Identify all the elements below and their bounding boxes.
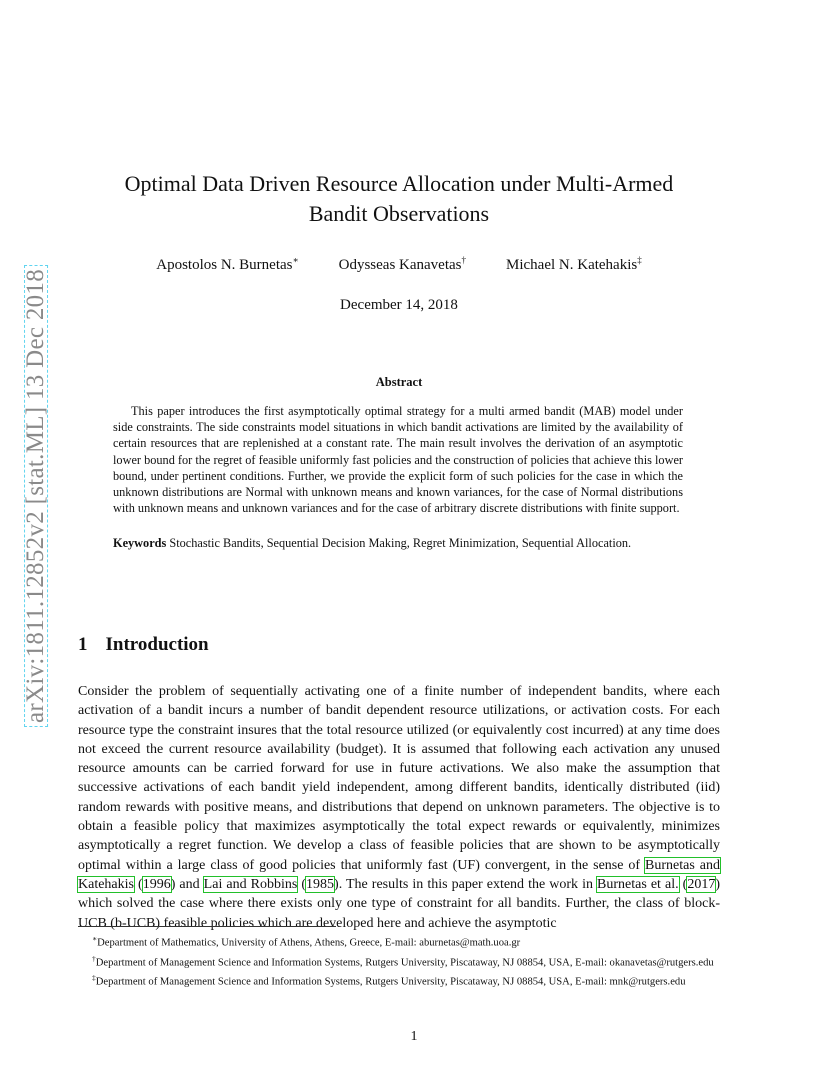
- keywords: [113, 535, 693, 551]
- citation-link-1996[interactable]: 1996: [142, 876, 171, 892]
- author-list: [80, 255, 718, 274]
- paper-title: [80, 169, 718, 229]
- author-1-name: Apostolos N. Burnetas: [156, 257, 293, 273]
- citation-link-burnetas-et-al[interactable]: Burnetas et al.: [597, 876, 679, 892]
- keywords-label: Keywords: [113, 536, 167, 550]
- footnotes: [78, 931, 720, 990]
- intro-and: ) and: [170, 876, 204, 892]
- keywords-text: Stochastic Bandits, Sequential Decision Making, Regret Minimization, Sequential Allocation.: [166, 536, 632, 550]
- citation-link-2017[interactable]: 2017: [687, 876, 716, 892]
- footnote-1: [78, 931, 720, 951]
- intro-sep-1: (: [133, 876, 143, 892]
- footnote-rule: [78, 926, 336, 927]
- introduction-paragraph: [78, 682, 720, 933]
- intro-text-2: ). The results in this paper extend the work in: [334, 876, 598, 892]
- section-title: Introduction: [105, 634, 209, 655]
- author-3-name: Michael N. Katehakis: [506, 257, 638, 273]
- footnote-2-text: Department of Management Science and Information Systems, Rutgers University, Piscataway, NJ 08854, USA, E-mail: okanavetas@rutgers.edu: [95, 957, 714, 969]
- author-1: [156, 255, 298, 274]
- title-line-1: Optimal Data Driven Resource Allocation under Multi-Armed: [124, 171, 674, 196]
- intro-sep-2: (: [297, 876, 307, 892]
- footnote-3-text: Department of Management Science and Information Systems, Rutgers University, Piscataway, NJ 08854, USA, E-mail: mnk@rutgers.edu: [95, 977, 686, 988]
- intro-text-1: Consider the problem of sequentially activating one of a finite number of independent bandits, where each activation of a bandit incurs a number of bandit dependent resource utilizations, or activation costs. For each resource type the constraint insures that the total resource utilized (or equivalently cost incurred) at any time does not exceed the current resource availability (budget). It is assumed that following each activation any unused resource amounts can be carried forward for use in future activations. We also make the assumption that successive activations of each bandit yield independent, among different bandits, identically distributed (iid) random rewards with positive means, and distributions that depend on unknown parameters. The objective is to obtain a feasible policy that maximizes asymptotically the total expect rewards or equivalently, minimizes asymptotically a regret function. We develop a class of feasible policies that are shown to be asymptotically optimal within a large class of good policies that uniformly fast (UF) convergent, in the sense of: [78, 684, 720, 873]
- footnote-2: [78, 951, 720, 971]
- citation-link-lai-robbins[interactable]: Lai and Robbins: [203, 876, 298, 892]
- author-3: [506, 255, 642, 274]
- footnote-3-mark: ‡: [92, 973, 96, 983]
- title-line-2: Bandit Observations: [308, 201, 490, 226]
- author-3-mark[interactable]: ‡: [637, 255, 642, 265]
- author-2-mark[interactable]: †: [461, 255, 467, 265]
- author-2: [339, 255, 466, 274]
- footnote-1-mark: ∗: [92, 934, 98, 943]
- section-heading-introduction: [78, 634, 209, 656]
- intro-text-3: ) which solved the case where there exists only one type of constraint for all bandits. Further, the class of block-UCB (b-UCB) feasible policies which are developed here and achieve the asymptotic: [78, 876, 720, 931]
- footnote-2-mark: †: [92, 953, 96, 963]
- page-number: 1: [410, 1029, 418, 1044]
- paper-date: December 14, 2018: [340, 297, 458, 313]
- citation-link-burnetas-katehakis[interactable]: Burnetas and Katehakis: [78, 857, 720, 892]
- author-2-name: Odysseas Kanavetas: [338, 257, 462, 273]
- arxiv-identifier-stamp[interactable]: [22, 243, 49, 749]
- abstract-body: This paper introduces the first asymptotically optimal strategy for a multi armed bandit (MAB) model under side constraints. The side constraints model situations in which bandit activations are limited by the availability of certain resources that are replenished at a constant rate. The main result involves the derivation of an asymptotic lower bound for the regret of feasible uniformly fast policies and the construction of policies that achieve this lower bound, under pertinent conditions. Further, we provide the explicit form of such policies for the case in which the unknown distributions are Normal with unknown means and known variances, for the case of Normal distributions with unknown means and unknown variances and for the case of arbitrary discrete distributions with finite support.: [113, 404, 683, 516]
- abstract-heading: Abstract: [375, 375, 423, 389]
- footnote-1-text: Department of Mathematics, University of Athens, Athens, Greece, E-mail: aburnetas@math.uoa.gr: [97, 937, 521, 949]
- footnote-3: [78, 970, 720, 990]
- author-1-mark[interactable]: ∗: [292, 255, 299, 265]
- arxiv-identifier-text[interactable]: arXiv:1811.12852v2 [stat.ML] 13 Dec 2018: [22, 268, 49, 724]
- intro-sep-3: (: [678, 876, 688, 892]
- citation-link-1985[interactable]: 1985: [306, 876, 335, 892]
- section-number: 1: [78, 634, 88, 655]
